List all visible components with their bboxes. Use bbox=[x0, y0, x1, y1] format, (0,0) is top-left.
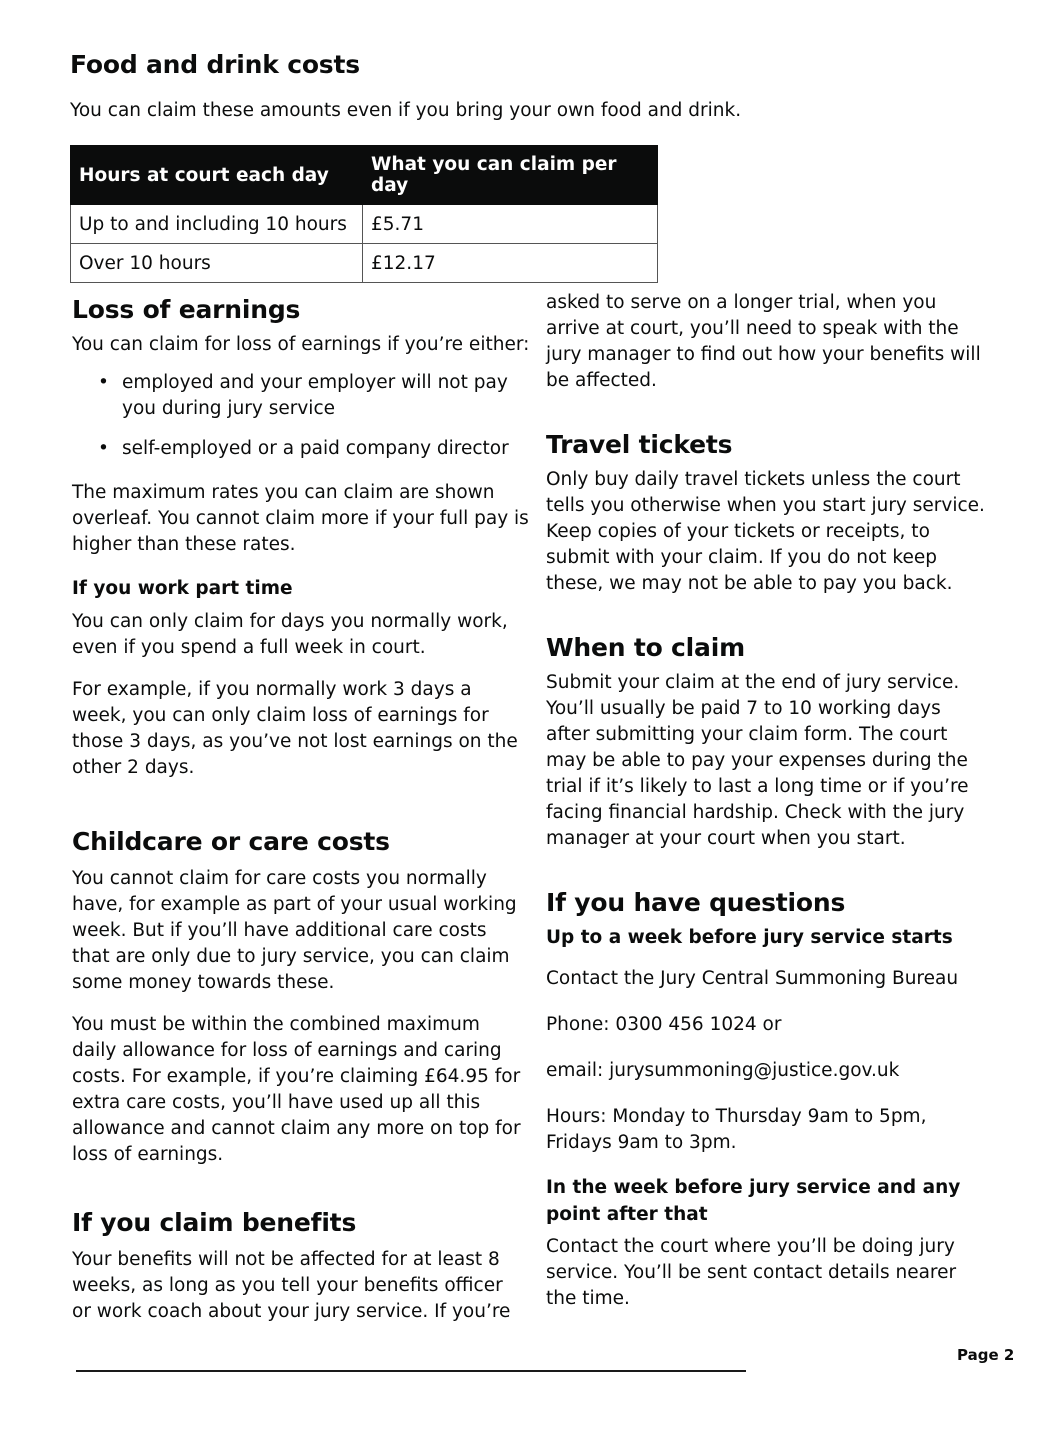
table-row bbox=[71, 205, 658, 244]
table-cell-hours: Over 10 hours bbox=[71, 244, 363, 283]
table-cell-amount: £12.17 bbox=[363, 244, 658, 283]
left-column bbox=[72, 295, 532, 1325]
food-costs-table bbox=[70, 145, 658, 283]
table-header-row bbox=[71, 146, 658, 205]
earnings-heading: Loss of earnings bbox=[72, 295, 301, 324]
part-time-example: For example, if you normally work 3 days a week, you can only claim loss of earnings for those 3 days, as you’ve not lost earnings on the other 2 days. bbox=[72, 679, 518, 778]
travel-heading: Travel tickets bbox=[546, 430, 733, 459]
footer-divider bbox=[76, 1370, 746, 1372]
table-row bbox=[71, 244, 658, 283]
food-intro: You can claim these amounts even if you bring your own food and drink. bbox=[70, 100, 742, 121]
earnings-list bbox=[72, 370, 532, 462]
benefits-heading: If you claim benefits bbox=[72, 1208, 357, 1237]
questions-hours: Hours: Monday to Thursday 9am to 5pm, Fridays 9am to 3pm. bbox=[546, 1106, 927, 1153]
earnings-intro: You can claim for loss of earnings if you’re either: bbox=[72, 334, 530, 355]
list-item: • employed and your employer will not pay you during jury service bbox=[72, 370, 522, 422]
benefits-text-part1: Your benefits will not be affected for at least 8 weeks, as long as you tell your benefits officer or work coach about your jury service. If you’re bbox=[72, 1249, 511, 1322]
childcare-text-2: You must be within the combined maximum daily allowance for loss of earnings and caring costs. For example, if you’re claiming £64.95 for extra care costs, you’ll have used up all this allowance and cannot claim any more on top for loss of earnings. bbox=[72, 1014, 521, 1165]
when-heading: When to claim bbox=[546, 633, 745, 662]
when-text: Submit your claim at the end of jury service. You’ll usually be paid 7 to 10 working days after submitting your claim form. The court may be able to pay your expenses during the trial if it’s likely to last a long time or if you’re facing financial hardship. Check with the jury manager at your court when you start. bbox=[546, 672, 969, 849]
questions-email-line bbox=[546, 1058, 996, 1084]
questions-heading: If you have questions bbox=[546, 888, 846, 917]
childcare-text-1: You cannot claim for care costs you normally have, for example as part of your usual working week. But if you’ll have additional care costs that are only due to jury service, you can claim some money towards these. bbox=[72, 868, 517, 993]
benefits-text-part2: asked to serve on a longer trial, when you arrive at court, you’ll need to speak with the jury manager to find out how your benefits will be affected. bbox=[546, 292, 981, 391]
page-number: Page 2 bbox=[957, 1346, 1015, 1364]
email-label: email: bbox=[546, 1060, 610, 1081]
questions-phone: Phone: 0300 456 1024 or bbox=[546, 1014, 782, 1035]
questions-subheading-before: Up to a week before jury service starts bbox=[546, 927, 953, 948]
list-item: • self-employed or a paid company director bbox=[72, 436, 532, 462]
travel-text: Only buy daily travel tickets unless the court tells you otherwise when you start jury service. Keep copies of your tickets or receipts, to submit with your claim. If you do not keep these, we may not be able to pay you back. bbox=[546, 469, 985, 594]
part-time-heading: If you work part time bbox=[72, 578, 293, 599]
questions-court-text: Contact the court where you’ll be doing jury service. You’ll be sent contact details nearer the time. bbox=[546, 1236, 957, 1309]
table-cell-amount: £5.71 bbox=[363, 205, 658, 244]
email-link[interactable]: jurysummoning@justice.gov.uk bbox=[609, 1060, 900, 1081]
table-cell-hours: Up to and including 10 hours bbox=[71, 205, 363, 244]
earnings-max-rates: The maximum rates you can claim are shown overleaf. You cannot claim more if your full pay is higher than these rates. bbox=[72, 482, 529, 555]
table-header-hours: Hours at court each day bbox=[71, 146, 363, 205]
food-heading: Food and drink costs bbox=[70, 50, 360, 79]
table-header-claim: What you can claim per day bbox=[363, 146, 658, 205]
childcare-heading: Childcare or care costs bbox=[72, 827, 390, 856]
part-time-text: You can only claim for days you normally work, even if you spend a full week in court. bbox=[72, 611, 508, 658]
questions-contact-bureau: Contact the Jury Central Summoning Bureau bbox=[546, 968, 959, 989]
right-column bbox=[546, 290, 996, 1312]
questions-subheading-after: In the week before jury service and any point after that bbox=[546, 1177, 961, 1225]
